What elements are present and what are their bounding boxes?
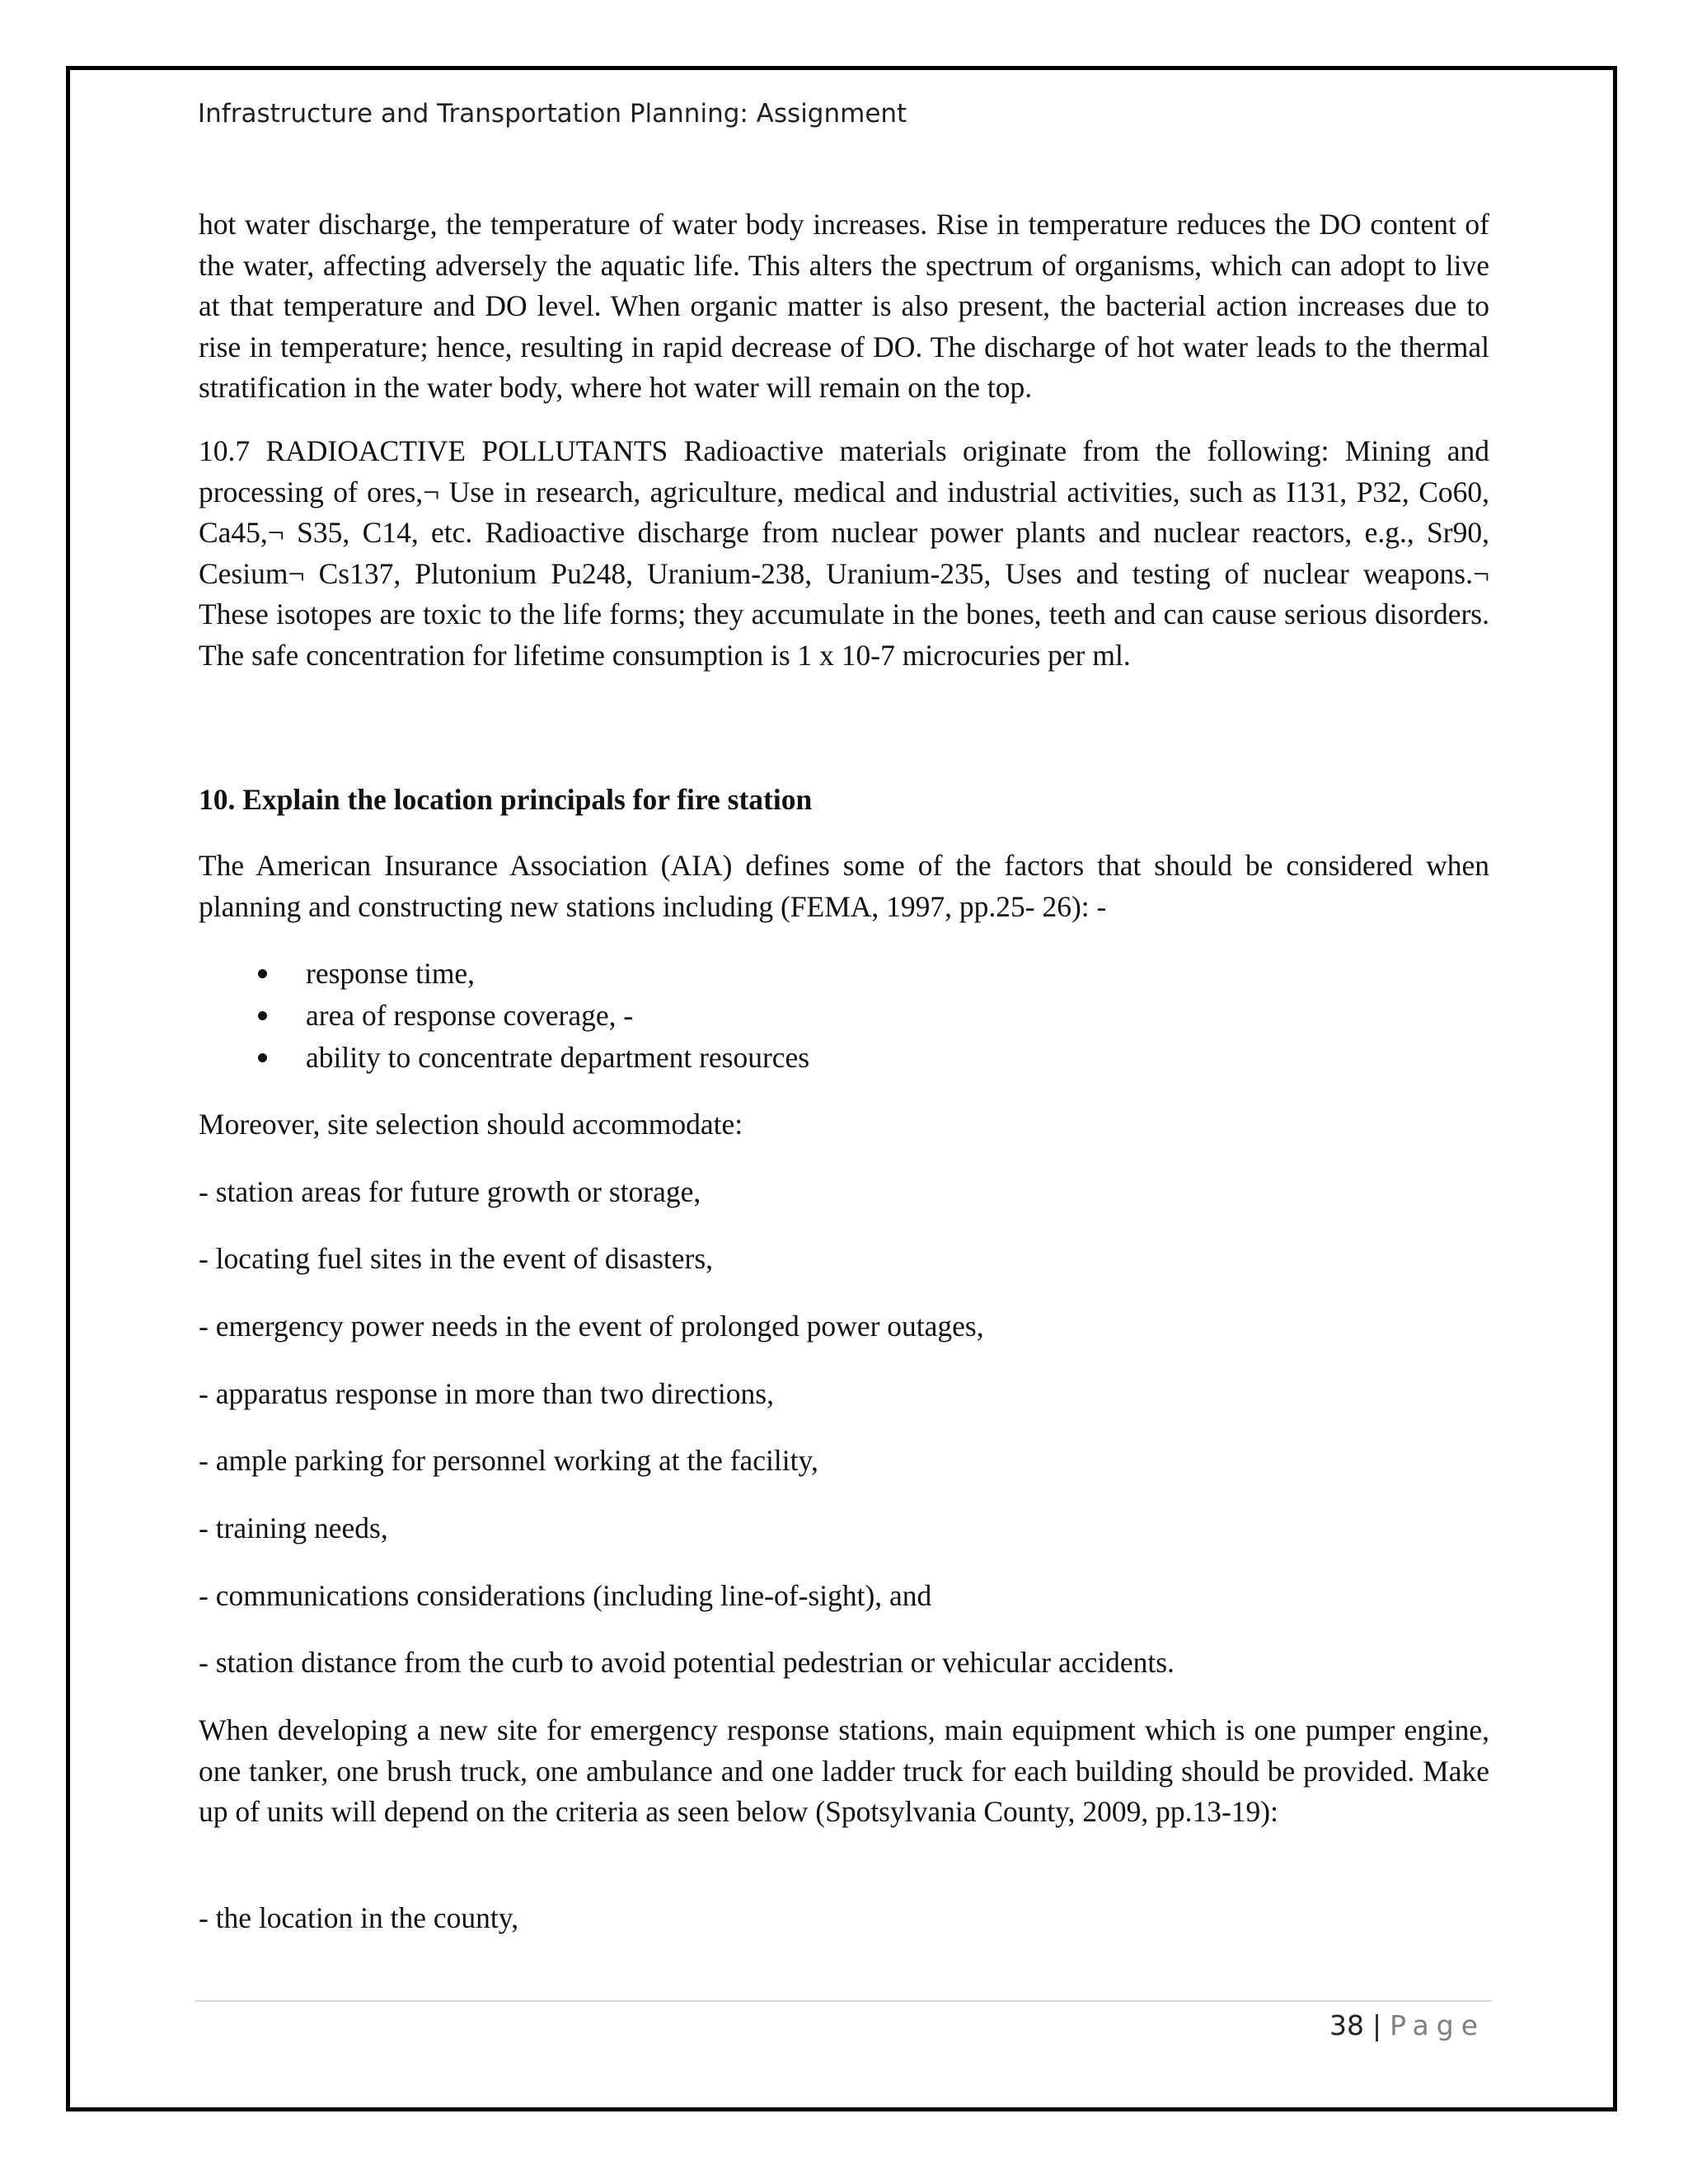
bullet-icon: [258, 1011, 267, 1020]
list-item: - training needs,: [199, 1511, 388, 1544]
page-footer: [1329, 2009, 1485, 2041]
paragraph-developing: When developing a new site for emergency response stations, main equipment which is one pumper engine, one tanker, one brush truck, one ambulance and one ladder truck for each building should be provided. Make up of units will depend on the criteria as seen below (Spotsylvania County, 2009, pp.13-19):: [199, 1713, 1489, 1828]
list-item: - emergency power needs in the event of prolonged power outages,: [199, 1310, 984, 1343]
list-item: - the location in the county,: [199, 1901, 519, 1934]
page-label: Page: [1390, 2009, 1485, 2041]
section-heading: 10. Explain the location principals for fire station: [199, 783, 813, 816]
list-item: - locating fuel sites in the event of disasters,: [199, 1242, 714, 1275]
list-item: - ample parking for personnel working at the facility,: [199, 1444, 818, 1477]
list-item: - station distance from the curb to avoid potential pedestrian or vehicular accidents.: [199, 1646, 1175, 1679]
list-item: - apparatus response in more than two directions,: [199, 1377, 774, 1410]
list-item: - communications considerations (including line-of-sight), and: [199, 1579, 932, 1612]
paragraph-radioactive-pollutants: 10.7 RADIOACTIVE POLLUTANTS Radioactive materials originate from the following: Mining and processing of ores,¬ Use in research, agriculture, medical and industrial activities, such as I131, P32, Co60, Ca45,¬ S35, C14, etc. Radioactive discharge from nuclear power plants and nuclear reactors, e.g., Sr90, Cesium¬ Cs137, Plutonium Pu248, Uranium-238, Uranium-235, Uses and testing of nuclear weapons.¬ These isotopes are toxic to the life forms; they accumulate in the bones, teeth and can cause serious disorders. The safe concentration for lifetime consumption is 1 x 10-7 microcuries per ml.: [199, 434, 1489, 672]
page-number: 38: [1329, 2009, 1364, 2041]
paragraph-hot-water: hot water discharge, the temperature of water body increases. Rise in temperature reduces the DO content of the water, affecting adversely the aquatic life. This alters the spectrum of organisms, which can adopt to live at that temperature and DO level. When organic matter is also present, the bacterial action increases due to rise in temperature; hence, resulting in rapid decrease of DO. The discharge of hot water leads to the thermal stratification in the water body, where hot water will remain on the top.: [199, 208, 1489, 404]
footer-divider: [195, 2000, 1492, 2002]
paragraph-moreover: Moreover, site selection should accommodate:: [199, 1108, 743, 1141]
bullet-icon: [258, 1053, 267, 1062]
paragraph-aia: The American Insurance Association (AIA) defines some of the factors that should be considered when planning and constructing new stations including (FEMA, 1997, pp.25- 26): -: [199, 849, 1489, 923]
footer-separator: |: [1372, 2009, 1382, 2041]
page-header: Infrastructure and Transportation Planning: Assignment: [198, 99, 907, 129]
list-item: - station areas for future growth or storage,: [199, 1175, 701, 1208]
bullet-icon: [258, 969, 267, 978]
